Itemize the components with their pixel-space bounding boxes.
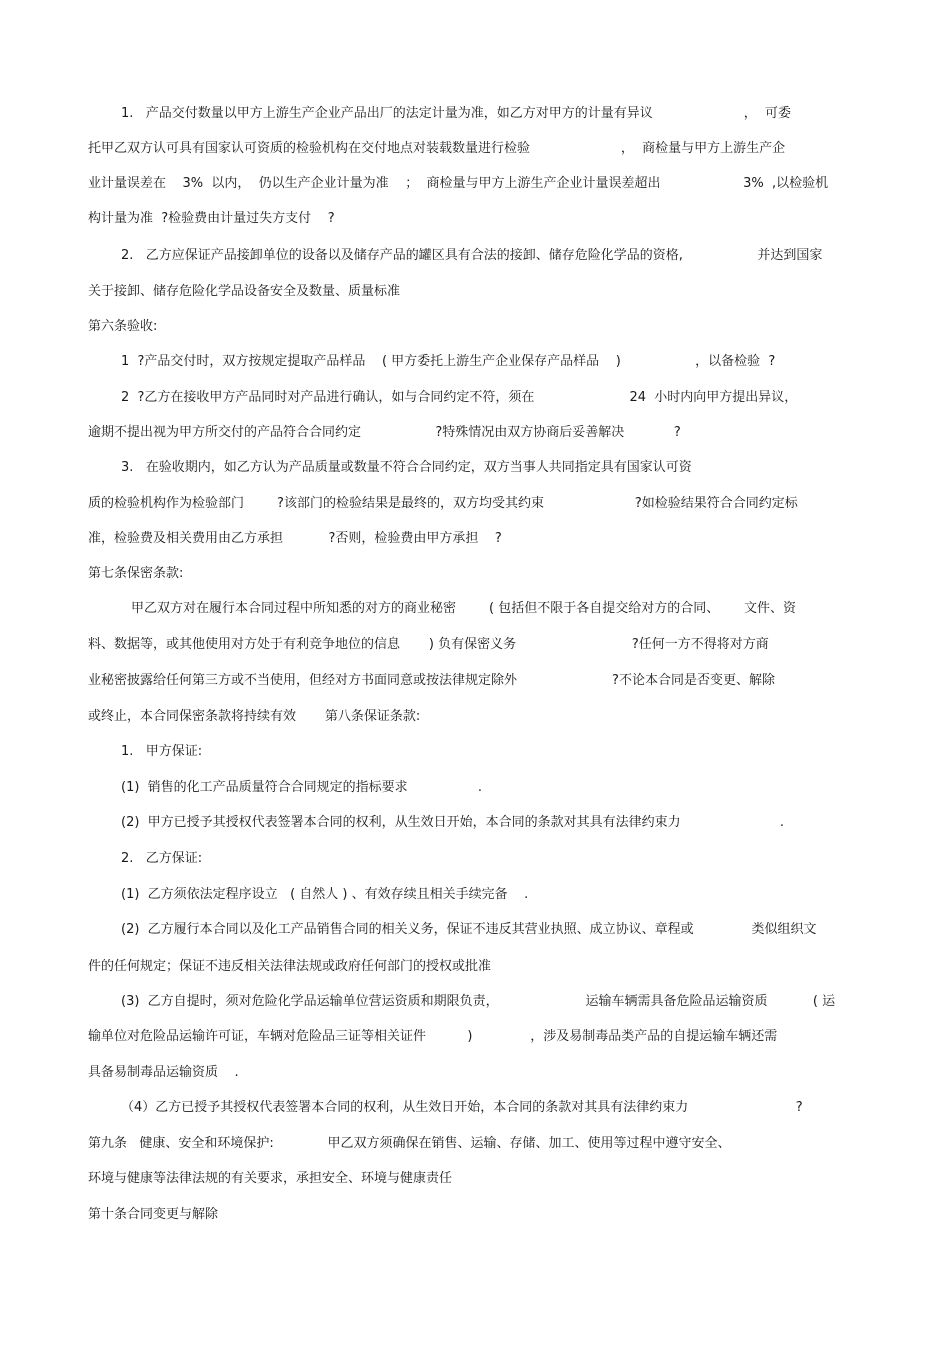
text-line: 具备易制毒品运输资质 . — [88, 1065, 239, 1080]
text-line: 3. 在验收期内，如乙方认为产品质量或数量不符合合同约定，双方当事人共同指定具有国家认可资 — [121, 460, 692, 475]
text-line: 输单位对危险品运输许可证，车辆对危险品三证等相关证件 ) ，涉及易制毒品类产品的自提运输车辆还需 — [88, 1029, 778, 1044]
text-line: 2 ?乙方在接收甲方产品同时对产品进行确认，如与合同约定不符，须在 24 小时内向甲方提出异议， — [121, 390, 798, 405]
text-line: (1) 乙方须依法定程序设立 ( 自然人 ) 、有效存续且相关手续完备 . — [121, 887, 529, 902]
text-line: (2) 乙方履行本合同以及化工产品销售合同的相关义务，保证不违反其营业执照、成立协议、章程或 类似组织文 — [121, 922, 817, 937]
text-line: 或终止，本合同保密条款将持续有效 第八条保证条款: — [88, 709, 421, 724]
text-line: 件的任何规定；保证不违反相关法律法规或政府任何部门的授权或批准 — [88, 959, 492, 974]
text-line: 环境与健康等法律法规的有关要求，承担安全、环境与健康责任 — [88, 1171, 453, 1186]
section-heading: 第十条合同变更与解除 — [88, 1207, 219, 1222]
text-line: 1. 甲方保证: — [121, 744, 203, 759]
text-line: （4）乙方已授予其授权代表签署本合同的权利，从生效日开始，本合同的条款对其具有法律约束力 ? — [121, 1100, 803, 1115]
text-line: 托甲乙双方认可具有国家认可资质的检验机构在交付地点对装载数量进行检验 ， 商检量与甲方上游生产企 — [88, 141, 786, 156]
text-line: 业计量误差在 3% 以内， 仍以生产企业计量为准 ； 商检量与甲方上游生产企业计量误差超出 3% ,以检验机 — [88, 176, 829, 191]
text-line: 业秘密披露给任何第三方或不当使用，但经对方书面同意或按法律规定除外 ?不论本合同是否变更、解除 — [88, 673, 775, 688]
text-line: 构计量为准 ?检验费由计量过失方支付 ? — [88, 211, 335, 226]
text-line: 质的检验机构作为检验部门 ?该部门的检验结果是最终的，双方均受其约束 ?如检验结果符合合同约定标 — [88, 496, 798, 511]
text-line: 1 ?产品交付时，双方按规定提取产品样品 ( 甲方委托上游生产企业保存产品样品 ) ，以备检验 ? — [121, 354, 776, 369]
text-line: 2. 乙方保证: — [121, 851, 203, 866]
text-line: 逾期不提出视为甲方所交付的产品符合合同约定 ?特殊情况由双方协商后妥善解决 ? — [88, 425, 681, 440]
text-line: (2) 甲方已授予其授权代表签署本合同的权利，从生效日开始，本合同的条款对其具有法律约束力 . — [121, 815, 784, 830]
text-line: 2. 乙方应保证产品接卸单位的设备以及储存产品的罐区具有合法的接卸、储存危险化学品的资格, 并达到国家 — [121, 248, 823, 263]
section-heading: 第七条保密条款: — [88, 566, 184, 581]
text-line: (3) 乙方自提时，须对危险化学品运输单位营运资质和期限负责， 运输车辆需具备危险品运输资质 ( 运 — [121, 994, 836, 1009]
text-line: 关于接卸、储存危险化学品设备安全及数量、质量标准 — [88, 284, 401, 299]
text-line: 甲乙双方对在履行本合同过程中所知悉的对方的商业秘密 ( 包括但不限于各自提交给对方的合同、 文件、资 — [131, 601, 797, 616]
section-heading: 第六条验收: — [88, 319, 158, 334]
text-line: 1. 产品交付数量以甲方上游生产企业产品出厂的法定计量为准，如乙方对甲方的计量有异议 ， 可委 — [121, 106, 791, 121]
text-line: 料、数据等，或其他使用对方处于有利竞争地位的信息 ) 负有保密义务 ?任何一方不得将对方商 — [88, 637, 769, 652]
text-line: (1) 销售的化工产品质量符合合同规定的指标要求 . — [121, 780, 483, 795]
text-line: 准，检验费及相关费用由乙方承担 ?否则，检验费由甲方承担 ? — [88, 531, 502, 546]
text-line: 第九条 健康、安全和环境保护: 甲乙双方须确保在销售、运输、存储、加工、使用等过程中遵守安全、 — [88, 1136, 731, 1151]
